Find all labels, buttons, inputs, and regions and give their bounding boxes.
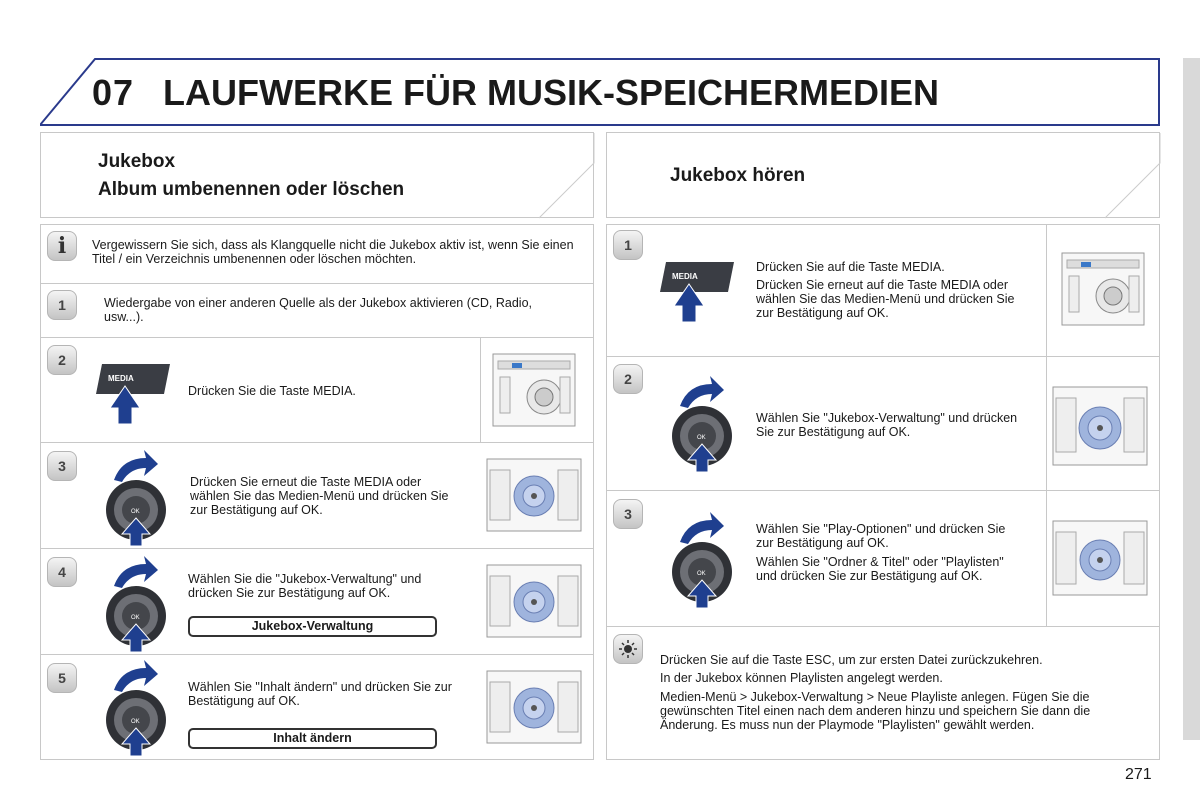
- divider: [607, 626, 1159, 627]
- svg-text:OK: OK: [697, 435, 706, 441]
- svg-text:OK: OK: [131, 719, 140, 725]
- media-button-illustration: [660, 258, 740, 333]
- radio-unit-image: [486, 670, 582, 744]
- step-3-badge: 3: [47, 451, 77, 481]
- corner-fold: [1097, 133, 1161, 219]
- r-step-3-text-1: Wählen Sie "Play-Optionen" und drücken Sie zur Bestätigung auf OK.: [756, 522, 1006, 550]
- step-4-badge: 4: [47, 557, 77, 587]
- left-title-2: Album umbenennen oder löschen: [98, 179, 405, 200]
- svg-text:MEDIA: MEDIA: [672, 272, 698, 281]
- svg-text:OK: OK: [697, 571, 706, 577]
- left-title-1: Jukebox: [98, 151, 176, 172]
- divider: [41, 337, 593, 338]
- r-step-3-badge: 3: [613, 499, 643, 529]
- r-step-2-text: Wählen Sie "Jukebox-Verwaltung" und drücken Sie zur Bestätigung auf OK.: [756, 411, 1018, 439]
- r-step-1-text-2: Drücken Sie erneut auf die Taste MEDIA oder wählen Sie das Medien-Menü und drücken Sie zur Bestätigung auf OK.: [756, 278, 1015, 320]
- chapter-number: 07: [92, 72, 135, 113]
- step-2-badge: 2: [47, 345, 77, 375]
- divider: [480, 338, 481, 442]
- tip-text-1: Drücken Sie auf die Taste ESC, um zur ersten Datei zurückzukehren.: [660, 653, 1043, 667]
- radio-unit-image: [486, 458, 582, 532]
- media-button-illustration: [96, 360, 176, 435]
- svg-text:OK: OK: [131, 615, 140, 621]
- svg-text:MEDIA: MEDIA: [108, 374, 134, 383]
- page-number: 271: [1125, 766, 1152, 783]
- divider: [607, 356, 1159, 357]
- rotary-knob-illustration: [100, 552, 170, 657]
- step-5-badge: 5: [47, 663, 77, 693]
- menu-item-inhalt-aendern: Inhalt ändern: [188, 728, 437, 749]
- radio-unit-image: [1052, 386, 1148, 466]
- info-text: Vergewissern Sie sich, dass als Klangquelle nicht die Jukebox aktiv ist, wenn Sie einen Titel / ein Verzeichnis umbenennen oder löschen möchten.: [92, 238, 574, 266]
- rotary-knob-illustration: [666, 508, 736, 613]
- rotary-knob-illustration: [100, 656, 170, 761]
- radio-unit-image: [486, 564, 582, 638]
- r-step-1-text-1: Drücken Sie auf die Taste MEDIA.: [756, 260, 945, 274]
- radio-unit-image: [1052, 520, 1148, 596]
- tip-text-3: Medien-Menü > Jukebox-Verwaltung > Neue Playliste anlegen. Fügen Sie die gewünschten Titel einen nach dem anderen hinzu und speichern Sie dann die Änderung. Es muss nun der Playmode "Playlisten" gewählt werden.: [660, 690, 1091, 732]
- tip-lightbulb-icon: [613, 634, 643, 664]
- menu-item-jukebox-verwaltung: Jukebox-Verwaltung: [188, 616, 437, 637]
- step-3-text: Drücken Sie erneut die Taste MEDIA oder wählen Sie das Medien-Menü und drücken Sie zur Bestätigung auf OK.: [190, 475, 449, 517]
- step-1-text: Wiedergabe von einer anderen Quelle als der Jukebox aktivieren (CD, Radio, usw...).: [104, 296, 533, 324]
- right-title: Jukebox hören: [670, 165, 806, 186]
- step-2-text: Drücken Sie die Taste MEDIA.: [188, 384, 356, 398]
- svg-text:OK: OK: [131, 509, 140, 515]
- tip-text-2: In der Jukebox können Playlisten angelegt werden.: [660, 671, 943, 685]
- divider: [1046, 225, 1047, 626]
- divider: [41, 283, 593, 284]
- radio-unit-image: [1061, 252, 1145, 326]
- r-step-1-badge: 1: [613, 230, 643, 260]
- r-step-2-badge: 2: [613, 364, 643, 394]
- divider: [607, 490, 1159, 491]
- info-icon: i: [47, 231, 77, 261]
- step-4-text: Wählen Sie die "Jukebox-Verwaltung" und drücken Sie zur Bestätigung auf OK.: [188, 572, 422, 600]
- side-tab-strip: [1183, 58, 1200, 740]
- chapter-title: LAUFWERKE FÜR MUSIK-SPEICHERMEDIEN: [163, 72, 940, 113]
- rotary-knob-illustration: [666, 372, 736, 477]
- corner-fold: [531, 133, 595, 219]
- radio-unit-image: [492, 353, 576, 427]
- step-1-badge: 1: [47, 290, 77, 320]
- r-step-3-text-2: Wählen Sie "Ordner & Titel" oder "Playlisten" und drücken Sie zur Bestätigung auf OK.: [756, 555, 1004, 583]
- divider: [41, 442, 593, 443]
- step-5-text: Wählen Sie "Inhalt ändern" und drücken Sie zur Bestätigung auf OK.: [188, 680, 452, 708]
- rotary-knob-illustration: [100, 446, 170, 551]
